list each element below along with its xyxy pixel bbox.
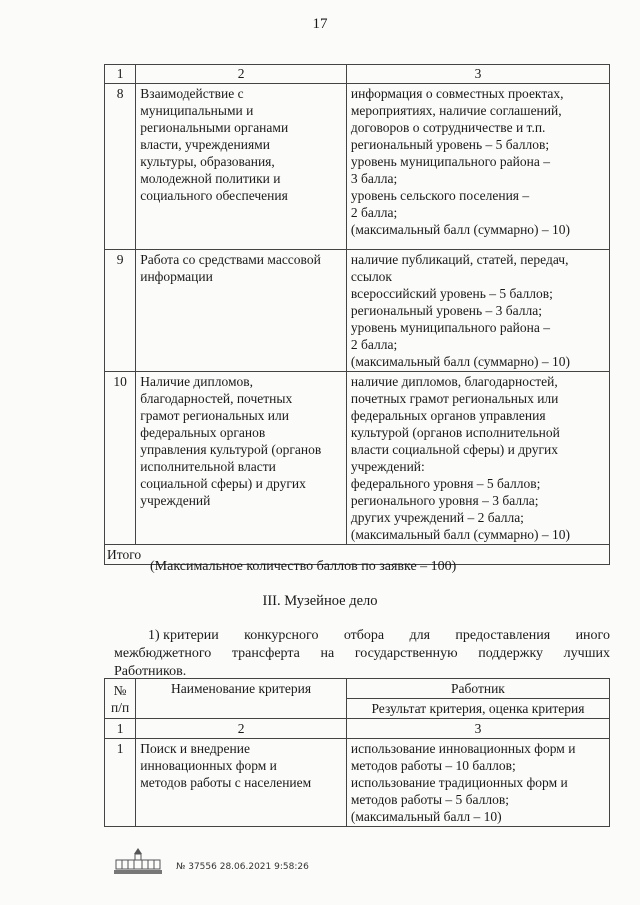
text-line: 2 балла; <box>350 337 398 352</box>
word: предоставления <box>455 628 551 643</box>
text-line: федеральных органов <box>140 425 266 440</box>
text-line: методов работы – 5 баллов; <box>350 792 509 807</box>
document-footer <box>112 846 309 876</box>
text-line: почетных грамот региональных или <box>350 391 559 406</box>
header-worker: Работник <box>346 679 609 699</box>
table-row <box>105 739 610 827</box>
text-line: других учреждений – 2 балла; <box>350 510 524 525</box>
text-line: благодарностей, почетных <box>140 391 293 406</box>
text-line: (максимальный балл (суммарно) – 10) <box>350 354 571 369</box>
table-index-row <box>105 719 610 739</box>
header-result: Результат критерия, оценка критерия <box>346 699 609 719</box>
text-line: федерального уровня – 5 баллов; <box>350 476 541 491</box>
index-col-3: 3 <box>346 719 609 739</box>
table-row <box>105 250 610 372</box>
word: трансферта <box>231 646 300 661</box>
text-line: учреждений: <box>350 459 425 474</box>
text-line: власти социальной сферы) и других <box>350 442 558 457</box>
text-line: уровень муниципального района – <box>350 154 550 169</box>
section-title: III. Музейное дело <box>262 593 378 609</box>
word: для <box>409 628 431 643</box>
page-number: 17 <box>312 16 328 32</box>
table-header-row <box>105 679 610 699</box>
criterion-cell <box>136 739 347 827</box>
text-line: (максимальный балл – 10) <box>350 809 502 824</box>
registry-logo-icon <box>112 846 164 876</box>
word: отбора <box>343 628 385 643</box>
text-line: (максимальный балл (суммарно) – 10) <box>350 527 571 542</box>
text-line: регионального уровня – 3 балла; <box>350 493 539 508</box>
header-number: № п/п <box>105 679 136 719</box>
text-line: региональными органами <box>140 120 289 135</box>
header-criterion-name: Наименование критерия <box>136 679 347 719</box>
table-header-row <box>105 65 610 84</box>
text-line: договоров о сотрудничестве и т.п. <box>350 120 546 135</box>
index-col-2: 2 <box>136 719 347 739</box>
table-row <box>105 84 610 250</box>
text-line: методов работы – 10 баллов; <box>350 758 516 773</box>
text-line: региональный уровень – 5 баллов; <box>350 137 550 152</box>
text-line: муниципальными и <box>140 103 254 118</box>
row-number: 10 <box>105 372 136 545</box>
index-col-1: 1 <box>105 719 136 739</box>
text-line: инновационных форм и <box>140 758 277 773</box>
text-line: Поиск и внедрение <box>140 741 250 756</box>
paragraph-line: Работников. <box>114 664 187 679</box>
text-line: учреждений <box>140 493 211 508</box>
word: конкурсного <box>244 628 319 643</box>
word: 1) критерии <box>148 628 219 643</box>
word: государственную <box>354 646 458 661</box>
criteria-table-continued <box>104 64 610 565</box>
text-line: молодежной политики и <box>140 171 281 186</box>
text-line: Взаимодействие с <box>140 86 244 101</box>
result-cell <box>346 739 609 827</box>
text-line: наличие дипломов, благодарностей, <box>350 374 558 389</box>
row-number: 8 <box>105 84 136 250</box>
result-cell <box>346 372 609 545</box>
result-cell <box>346 84 609 250</box>
text-line: социального обеспечения <box>140 188 288 203</box>
text-line: (максимальный балл (суммарно) – 10) <box>350 222 571 237</box>
criterion-cell <box>136 372 347 545</box>
text-line: грамот региональных или <box>140 408 289 423</box>
word: межбюджетного <box>114 646 212 661</box>
row-number: 1 <box>105 739 136 827</box>
text-line: культурой (органов исполнительной <box>350 425 560 440</box>
text-line: ссылок <box>350 269 392 284</box>
word: поддержку <box>478 646 544 661</box>
header-col-1: 1 <box>105 65 136 84</box>
document-stamp: № 37556 28.06.2021 9:58:26 <box>176 862 309 872</box>
row-number: 9 <box>105 250 136 372</box>
result-cell <box>346 250 609 372</box>
header-col-2: 2 <box>136 65 347 84</box>
text-line: управления культурой (органов <box>140 442 322 457</box>
text-line: 3 балла; <box>350 171 398 186</box>
text-line: социальной сферы) и других <box>140 476 306 491</box>
max-score-note: (Максимальное количество баллов по заявке – 100) <box>150 559 457 574</box>
text-line: наличие публикаций, статей, передач, <box>350 252 569 267</box>
text-line: власти, учреждениями <box>140 137 270 152</box>
text-line: информации <box>140 269 213 284</box>
text-line: федеральных органов управления <box>350 408 546 423</box>
text-line: Работа со средствами массовой <box>140 252 321 267</box>
text-line: использование инновационных форм и <box>350 741 576 756</box>
text-line: уровень сельского поселения – <box>350 188 530 203</box>
text-line: исполнительной власти <box>140 459 276 474</box>
text-line: Наличие дипломов, <box>140 374 254 389</box>
text-line: всероссийский уровень – 5 баллов; <box>350 286 553 301</box>
criterion-cell <box>136 84 347 250</box>
table-row <box>105 372 610 545</box>
paragraph-line <box>114 627 610 645</box>
museum-criteria-table <box>104 678 610 827</box>
text-line: региональный уровень – 3 балла; <box>350 303 543 318</box>
text-line: 2 балла; <box>350 205 398 220</box>
word: на <box>320 646 335 661</box>
text-line: мероприятиях, наличие соглашений, <box>350 103 562 118</box>
paragraph-line <box>114 645 610 663</box>
text-line: информация о совместных проектах, <box>350 86 564 101</box>
criterion-cell <box>136 250 347 372</box>
header-col-3: 3 <box>346 65 609 84</box>
word: иного <box>575 628 610 643</box>
word: лучших <box>563 646 610 661</box>
criteria-paragraph <box>114 627 610 681</box>
text-line: культуры, образования, <box>140 154 275 169</box>
total-label: Итого <box>105 545 610 565</box>
text-line: использование традиционных форм и <box>350 775 568 790</box>
text-line: уровень муниципального района – <box>350 320 550 335</box>
text-line: методов работы с населением <box>140 775 312 790</box>
